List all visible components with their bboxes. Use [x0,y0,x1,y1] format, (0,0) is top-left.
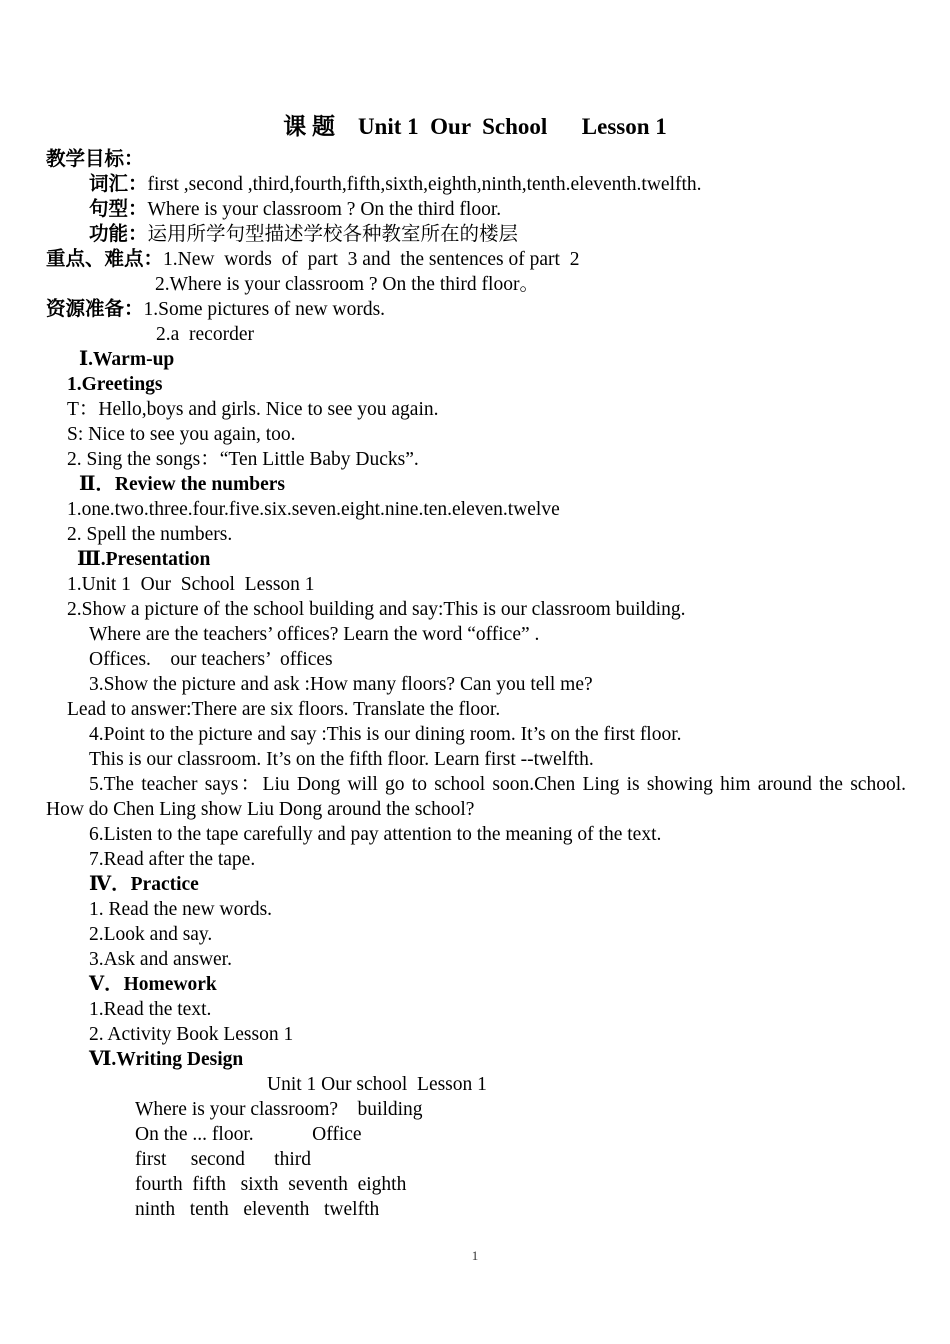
resource-2: 2.a recorder [156,324,254,345]
vocab-text: first ,second ,third,fourth,fifth,sixth,eighth,ninth,tenth.eleventh.twelfth. [147,174,702,195]
greetings-heading: 1.Greetings [67,374,163,395]
review-line-2: 2. Spell the numbers. [67,524,233,545]
presentation-line-2: 2.Show a picture of the school building and say:This is our classroom building. [67,599,686,620]
practice-line-2: 2.Look and say. [89,924,213,945]
homework-line-2: 2. Activity Book Lesson 1 [89,1024,294,1045]
presentation-line-6: Lead to answer:There are six floors. Translate the floor. [67,699,501,720]
vocab-line [46,172,906,197]
practice-heading: Ⅳ．Practice [89,874,199,895]
sentence-label: 句型： [89,199,148,220]
homework-heading: Ⅴ．Homework [89,974,217,995]
writing-design-heading: Ⅵ.Writing Design [89,1049,244,1070]
lesson-body [46,147,906,1222]
presentation-line-4: Offices. our teachers’ offices [89,649,333,670]
review-line-1: 1.one.two.three.four.five.six.seven.eight.nine.ten.eleven.twelve [67,499,560,520]
presentation-line-3: Where are the teachers’ offices? Learn the word “office” . [89,624,540,645]
review-heading: Ⅱ．Review the numbers [79,474,285,495]
presentation-heading: Ⅲ.Presentation [77,549,211,570]
resources-label: 资源准备： [46,299,144,320]
resource-1: 1.Some pictures of new words. [143,299,386,320]
presentation-line-11: 7.Read after the tape. [89,849,256,870]
sentence-line [46,197,906,222]
presentation-line-8: This is our classroom. It’s on the fifth floor. Learn first --twelfth. [89,749,594,770]
homework-line-1: 1.Read the text. [89,999,212,1020]
key-points-line [46,247,906,272]
presentation-line-1: 1.Unit 1 Our School Lesson 1 [67,574,315,595]
warmup-line-1: T：Hello,boys and girls. Nice to see you again. [67,399,439,420]
writing-design-line-5: ninth tenth eleventh twelfth [135,1199,380,1220]
key-points-label: 重点、难点： [46,249,164,270]
key-point-2: 2.Where is your classroom ? On the third floor。 [155,274,539,295]
objectives-heading: 教学目标： [46,149,144,170]
practice-line-3: 3.Ask and answer. [89,949,232,970]
function-line [46,222,906,247]
writing-design-line-3: first second third [135,1149,312,1170]
function-label: 功能： [89,224,148,245]
resources-line [46,297,906,322]
warmup-line-3: 2. Sing the songs：“Ten Little Baby Ducks”. [67,449,419,470]
warmup-line-2: S: Nice to see you again, too. [67,424,296,445]
presentation-line-10: 6.Listen to the tape carefully and pay attention to the meaning of the text. [89,824,662,845]
lesson-title: 课 题 Unit 1 Our School Lesson 1 [283,114,667,139]
presentation-line-7: 4.Point to the picture and say :This is our dining room. It’s on the first floor. [89,724,682,745]
presentation-line-9: 5.The teacher says：Liu Dong will go to school soon.Chen Ling is showing him around the school. How do Chen Ling show Liu Dong around the school? [46,774,906,820]
warmup-heading: Ⅰ.Warm-up [79,349,175,370]
writing-design-title: Unit 1 Our school Lesson 1 [267,1074,487,1095]
writing-design-line-2: On the ... floor. Office [135,1124,362,1145]
vocab-label: 词汇： [89,174,148,195]
key-point-1: 1.New words of part 3 and the sentences of part 2 [163,249,580,270]
presentation-line-5: 3.Show the picture and ask :How many floors? Can you tell me? [89,674,593,695]
writing-design-line-4: fourth fifth sixth seventh eighth [135,1174,407,1195]
page-number: 1 [471,1248,479,1263]
writing-design-line-1: Where is your classroom? building [135,1099,423,1120]
function-text: 运用所学句型描述学校各种教室所在的楼层 [147,224,519,245]
sentence-text: Where is your classroom ? On the third floor. [147,199,502,220]
practice-line-1: 1. Read the new words. [89,899,273,920]
